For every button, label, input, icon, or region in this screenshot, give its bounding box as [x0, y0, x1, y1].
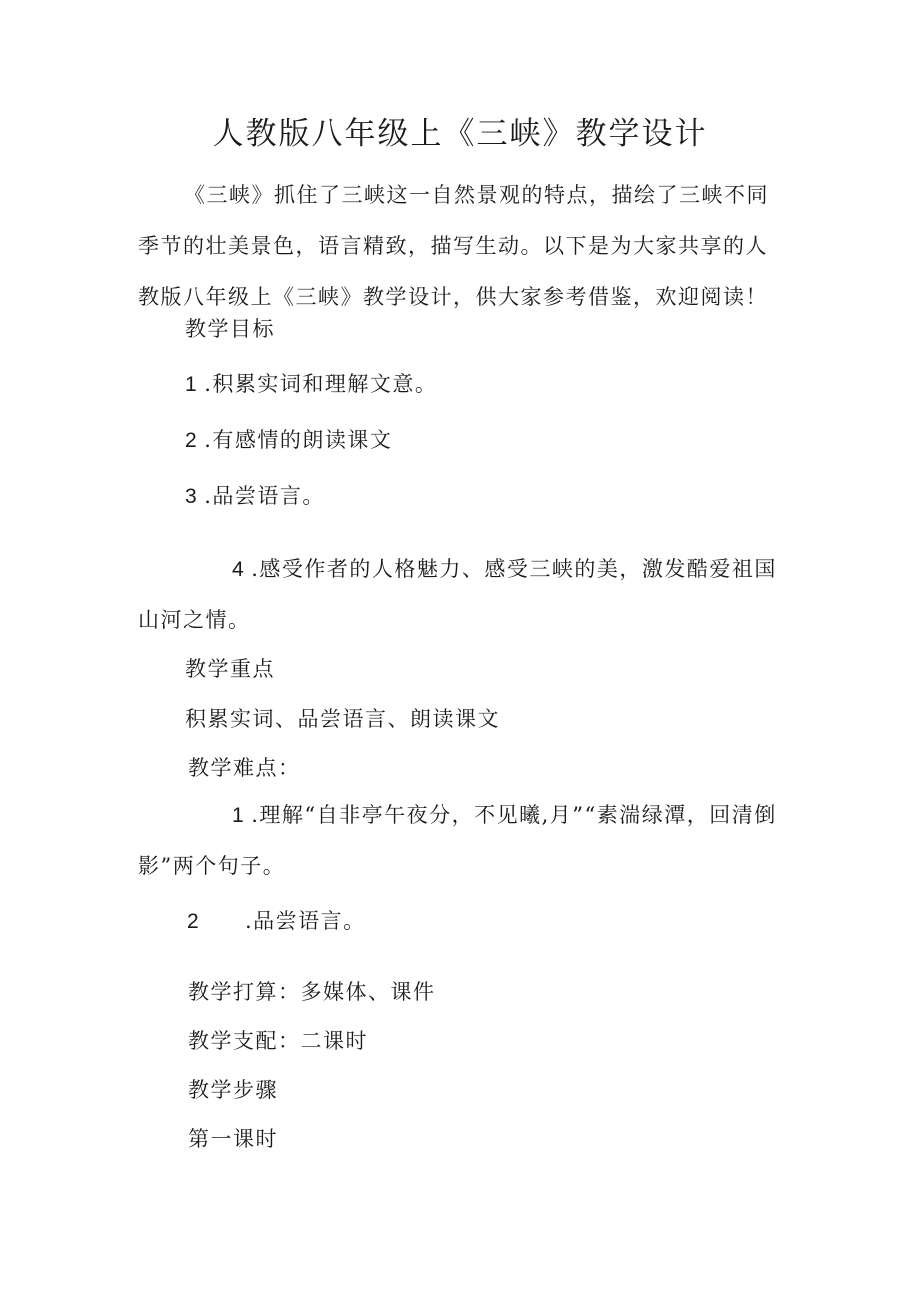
schedule-text: 教学支配：二课时	[188, 1029, 368, 1053]
objective-text: .品尝语言。	[204, 484, 325, 508]
key-points-heading: 教学重点	[185, 657, 275, 681]
difficulty-number: 2	[187, 910, 201, 933]
objectives-heading: 教学目标	[185, 317, 275, 341]
key-points-text: 积累实词、品尝语言、朗读课文	[185, 707, 500, 731]
objective-number: 2	[185, 429, 199, 452]
difficulty-item	[187, 906, 366, 937]
objective-item	[185, 481, 325, 512]
objective-text: .积累实词和理解文意。	[204, 372, 438, 396]
objective-text: .有感情的朗读课文	[204, 428, 393, 452]
difficulty-item	[138, 790, 788, 891]
objective-item	[138, 544, 788, 645]
objective-item	[185, 425, 392, 456]
steps-heading: 教学步骤	[188, 1078, 278, 1102]
objective-number: 4	[232, 558, 246, 581]
intro-paragraph: 《三峡》抓住了三峡这一自然景观的特点，描绘了三峡不同季节的壮美景色，语言精致，描写生动。以下是为大家共享的人教版八年级上《三峡》教学设计，供大家参考借鉴，欢迎阅读！	[138, 183, 769, 309]
objective-number: 1	[185, 373, 199, 396]
document-title: 人教版八年级上《三峡》教学设计	[212, 116, 708, 152]
objective-text: .感受作者的人格魅力、感受三峡的美，激发酷爱祖国山河之情。	[138, 557, 777, 632]
objective-number: 3	[185, 485, 199, 508]
first-lesson-heading: 第一课时	[188, 1127, 278, 1151]
difficulty-text: .理解“自非亭午夜分，不见曦,月”“素湍绿潭，回清倒影”两个句子。	[138, 803, 777, 878]
prep-text: 教学打算：多媒体、课件	[188, 980, 436, 1004]
difficulty-number: 1	[232, 804, 246, 827]
difficulty-text: .品尝语言。	[245, 909, 366, 933]
objective-item	[185, 369, 437, 400]
difficulties-heading: 教学难点：	[188, 756, 301, 780]
